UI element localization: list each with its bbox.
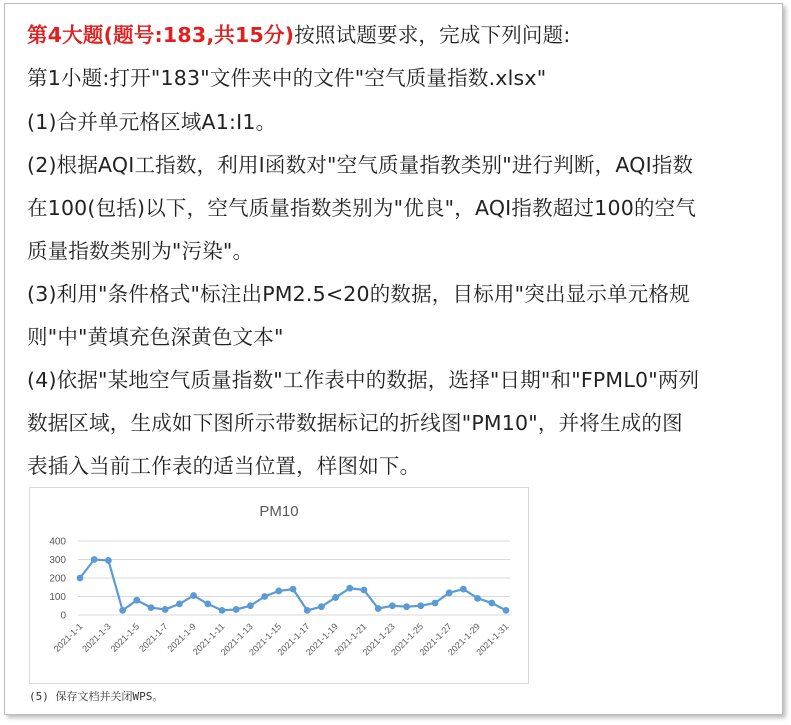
step-2-line-2: 在100(包括)以下，空气质量指数类别为"优良"，AQI指教超过100的空气 [27, 196, 697, 220]
y-tick-label: 400 [49, 536, 66, 548]
data-point [488, 600, 495, 607]
data-point [148, 604, 155, 611]
step-3-line-2: 则"中"黄填充色深黄色文本" [27, 325, 284, 349]
data-point [261, 593, 268, 600]
x-tick-label: 2021-1-15 [247, 621, 284, 658]
series-line [80, 560, 506, 611]
pm10-line-chart [29, 487, 529, 684]
step-1: (1)合并单元格区域A1:I1。 [27, 110, 277, 134]
data-point [403, 603, 410, 610]
data-point [361, 587, 368, 594]
x-tick-label: 2021-1-29 [445, 621, 483, 658]
question-panel [4, 3, 783, 715]
x-tick-label: 2021-1-11 [190, 621, 227, 657]
step-2-line-3: 质量指数类别为"污染"。 [27, 239, 254, 263]
x-tick-label: 2021-1-13 [218, 621, 255, 658]
data-point [446, 589, 453, 596]
step-4-line-2: 数据区域，生成如下图所示带数据标记的折线图"PM10"，并将生成的图 [27, 411, 683, 435]
chart-title: PM10 [259, 503, 299, 520]
x-tick-label: 2021-1-1 [51, 621, 85, 654]
y-tick-label: 0 [60, 610, 66, 622]
question-header [27, 18, 570, 48]
step-4-line-1: (4)依据"某地空气质量指数"工作表中的数据，选择"日期"和"FPML0"两列 [27, 368, 700, 392]
x-tick-label: 2021-1-9 [165, 621, 199, 654]
data-point [219, 607, 226, 614]
data-point [176, 601, 183, 608]
data-point [77, 575, 84, 582]
data-point [119, 607, 126, 614]
x-tick-label: 2021-1-7 [137, 621, 170, 654]
data-point [432, 600, 439, 607]
y-tick-label: 100 [49, 592, 66, 603]
x-tick-label: 2021-1-27 [417, 621, 454, 658]
data-point [162, 606, 169, 613]
step-2-line-1: (2)根据AQI工指数，利用I函数对"空气质量指教类别"进行判断，AQI指数 [27, 153, 694, 177]
data-point [460, 586, 467, 593]
y-tick-label: 300 [49, 555, 66, 566]
data-point [503, 607, 510, 614]
data-point [417, 602, 424, 609]
data-point [91, 556, 98, 563]
data-point [474, 595, 481, 602]
x-tick-label: 2021-1-23 [360, 621, 397, 658]
x-tick-label: 2021-1-21 [332, 621, 369, 658]
data-point [275, 588, 282, 595]
x-tick-label: 2021-1-19 [303, 621, 341, 658]
data-point [204, 601, 211, 608]
data-point [318, 603, 325, 610]
x-tick-label: 2021-1-3 [80, 621, 113, 654]
data-point [375, 605, 382, 612]
data-point [332, 594, 339, 601]
data-point [346, 585, 353, 592]
x-tick-label: 2021-1-25 [389, 621, 426, 658]
data-point [233, 606, 240, 613]
sub-question-title: 第1小题:打开"183"文件夹中的文件"空气质量指数.xlsx" [27, 66, 547, 90]
data-point [133, 597, 140, 604]
x-tick-label: 2021-1-5 [108, 621, 142, 654]
step-5-footnote: (5) 保存文档并关闭WPS。 [29, 690, 164, 703]
data-point [105, 557, 112, 564]
data-point [247, 602, 254, 609]
data-point [190, 592, 197, 599]
chart-canvas [30, 488, 528, 683]
data-point [389, 602, 396, 609]
x-tick-label: 2021-1-17 [275, 621, 312, 658]
question-intro: 按照试题要求，完成下列问题: [294, 23, 571, 47]
step-4-line-3: 表插入当前工作表的适当位置，样图如下。 [27, 454, 421, 478]
y-tick-label: 200 [49, 573, 66, 585]
step-3-line-1: (3)利用"条件格式"标注出PM2.5<20的数据，目标用"突出显示单元格规 [27, 282, 690, 306]
question-number: 第4大题(题号:183,共15分) [27, 23, 295, 47]
x-tick-label: 2021-1-31 [474, 621, 511, 658]
data-point [290, 586, 297, 593]
data-point [304, 607, 311, 614]
